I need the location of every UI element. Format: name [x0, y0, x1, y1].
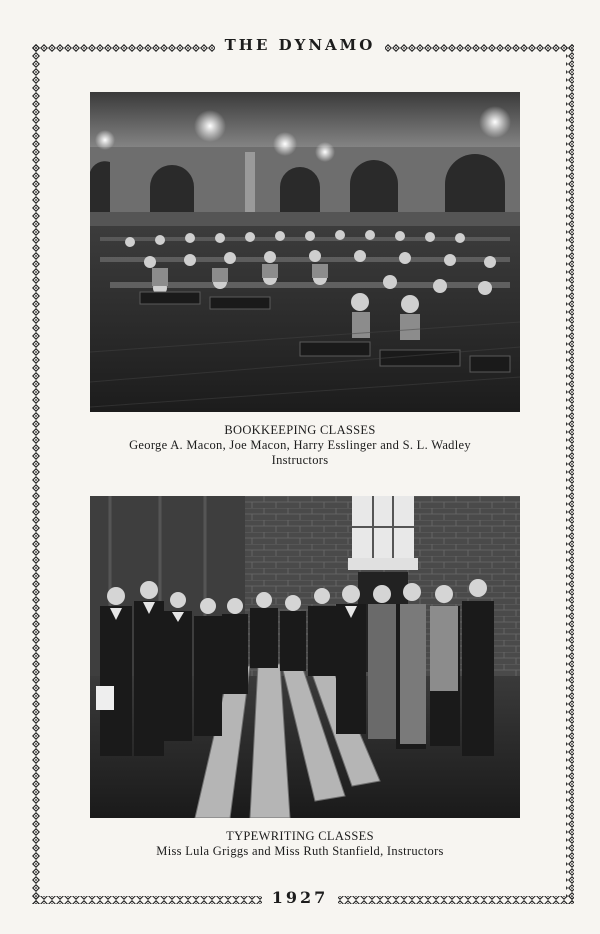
caption-title: TYPEWRITING CLASSES: [226, 829, 374, 843]
page-footer: [0, 888, 600, 908]
typewriting-caption: [60, 829, 540, 859]
bookkeeping-caption: [60, 423, 540, 468]
caption-instructors: George A. Macon, Joe Macon, Harry Esslinger and S. L. Wadley: [129, 438, 471, 452]
typewriting-class-photo: [90, 496, 520, 818]
year-label: 1927: [262, 888, 339, 907]
caption-instructors-label: Instructors: [271, 453, 329, 467]
publication-title: THE DYNAMO: [215, 36, 386, 54]
page-header: [0, 36, 600, 55]
bookkeeping-classroom-photo: [90, 92, 520, 412]
caption-title: BOOKKEEPING CLASSES: [224, 423, 376, 437]
caption-instructors: Miss Lula Griggs and Miss Ruth Stanfield, Instructors: [156, 844, 444, 858]
